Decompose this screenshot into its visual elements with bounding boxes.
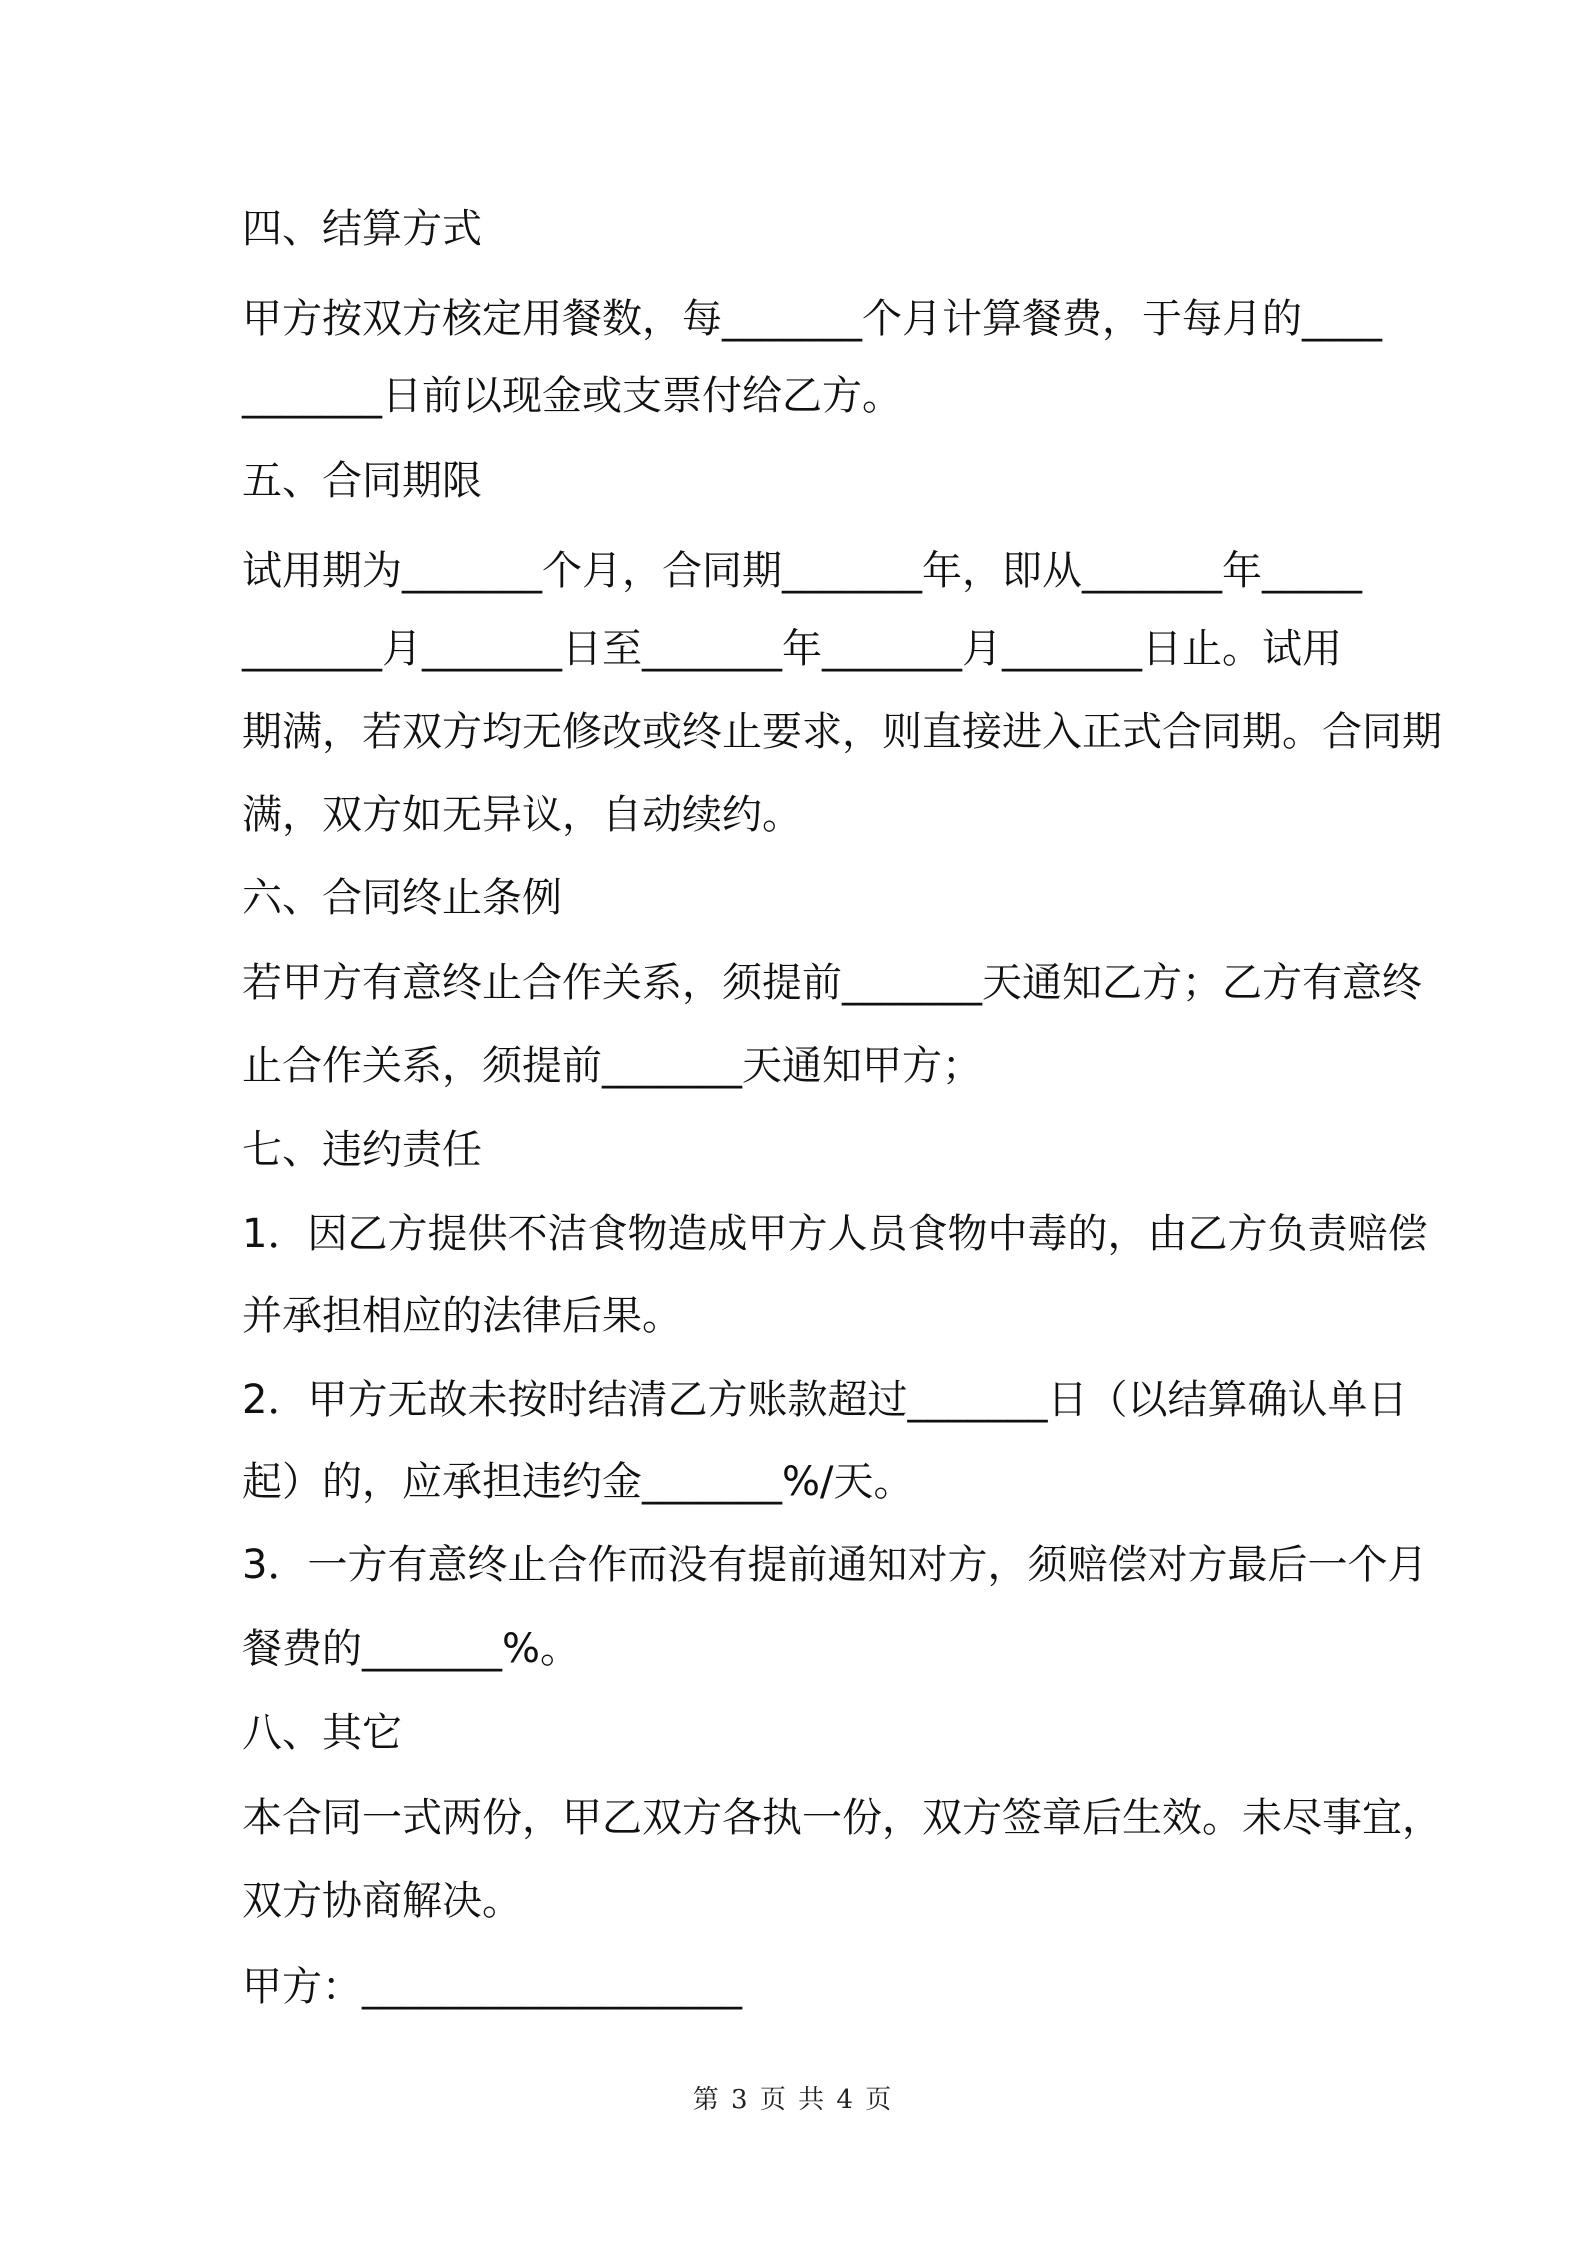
list-item-line: 3．一方有意终止合作而没有提前通知对方，须赔偿对方最后一个月 (242, 1542, 1428, 1588)
section-heading-term: 五、合同期限 (242, 458, 482, 504)
section-heading-settlement: 四、结算方式 (242, 206, 482, 252)
paragraph-line: 甲方按双方核定用餐数，每_______个月计算餐费，于每月的____ (242, 296, 1382, 342)
list-item-line: 起）的，应承担违约金_______%/天。 (242, 1459, 914, 1505)
paragraph-line: 满，双方如无异议，自动续约。 (242, 792, 802, 838)
paragraph-line: 若甲方有意终止合作关系，须提前_______天通知乙方；乙方有意终 (242, 960, 1422, 1006)
section-heading-liability: 七、违约责任 (242, 1127, 482, 1173)
page-number-footer: 第 3 页 共 4 页 (692, 2085, 894, 2115)
paragraph-line: _______月_______日至_______年_______月_______日止。试用 (242, 626, 1342, 672)
paragraph-line: 双方协商解决。 (242, 1878, 522, 1924)
paragraph-line: _______日前以现金或支票付给乙方。 (242, 373, 902, 419)
section-heading-other: 八、其它 (242, 1710, 402, 1756)
paragraph-line: 止合作关系，须提前_______天通知甲方； (242, 1043, 982, 1089)
party-a-signature-line: 甲方：___________________ (242, 1964, 742, 2010)
list-item-line: 2．甲方无故未按时结清乙方账款超过_______日（以结算确认单日 (242, 1377, 1408, 1423)
paragraph-line: 试用期为_______个月，合同期_______年，即从_______年_____ (242, 548, 1362, 594)
section-heading-termination: 六、合同终止条例 (242, 875, 562, 921)
list-item-line: 1．因乙方提供不洁食物造成甲方人员食物中毒的，由乙方负责赔偿 (242, 1211, 1428, 1257)
paragraph-line: 期满，若双方均无修改或终止要求，则直接进入正式合同期。合同期 (242, 709, 1442, 755)
list-item-line: 并承担相应的法律后果。 (242, 1293, 682, 1339)
paragraph-line: 本合同一式两份，甲乙双方各执一份，双方签章后生效。未尽事宜， (242, 1795, 1442, 1841)
list-item-line: 餐费的_______%。 (242, 1626, 581, 1672)
